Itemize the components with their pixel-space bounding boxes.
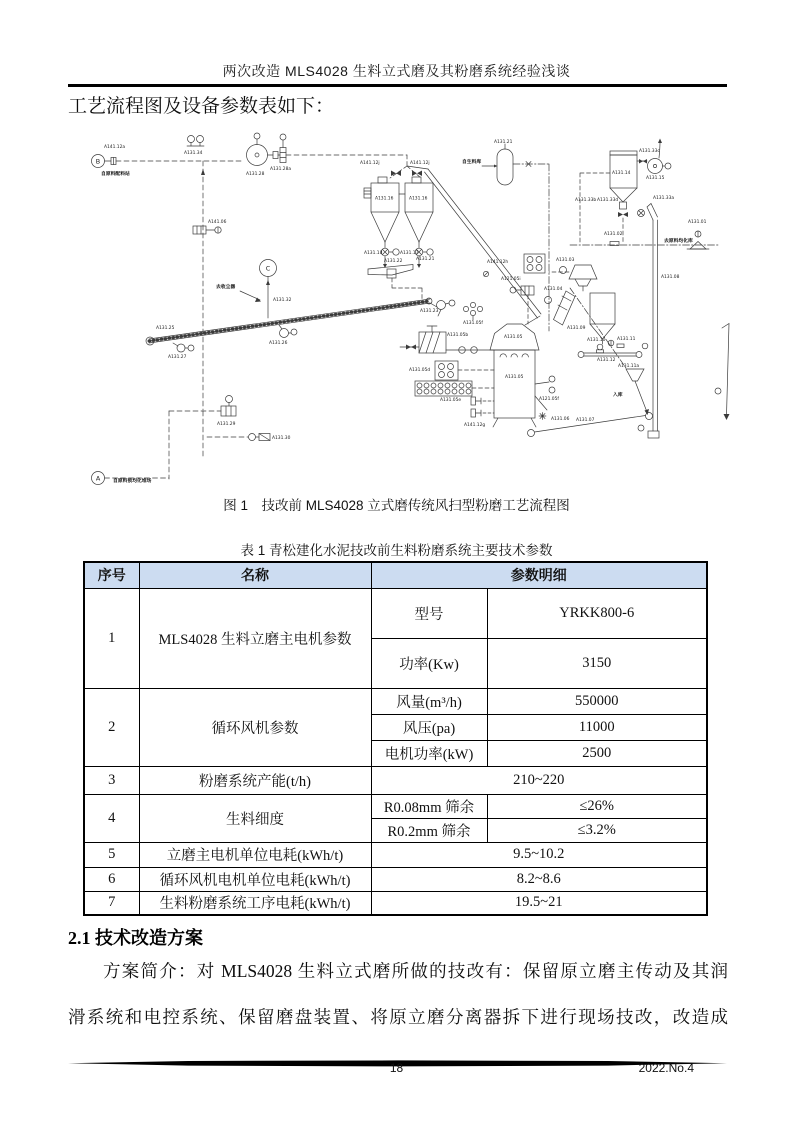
table-cell: 立磨主电机单位电耗(kWh/t) (139, 842, 371, 867)
table-cell: 粉磨系统产能(t/h) (139, 766, 371, 794)
figure-caption: 图 1 技改前 MLS4028 立式磨传统风扫型粉磨工艺流程图 (223, 498, 570, 513)
equipment-label: A131.05b (447, 333, 469, 338)
table-cell: ≤3.2% (487, 818, 707, 842)
equipment-label: A141.12g (464, 423, 486, 428)
table-cell: 11000 (487, 714, 707, 740)
table-cell: 1 (84, 588, 139, 688)
equipment-label: A131.33c (639, 149, 660, 154)
equipment-label: A131.22 (384, 259, 403, 264)
equipment-label: A131.02 (604, 232, 623, 237)
footer-rule (68, 1054, 727, 1061)
equipment-label: A131.05 (504, 335, 523, 340)
equipment-label: A131.14 (612, 171, 631, 176)
column-header-detail: 参数明细 (371, 562, 707, 588)
table-cell: 循环风机参数 (139, 688, 371, 766)
equipment-label: A131.32 (273, 298, 292, 303)
parameters-table (83, 561, 708, 916)
equipment-label: A141.06 (208, 220, 227, 225)
header-rule (68, 84, 727, 87)
table-cell: 生料细度 (139, 794, 371, 842)
table-cell: 电机功率(kW) (371, 740, 487, 766)
equipment-label: A141.12j (360, 161, 380, 166)
equipment-label: A131.33b (575, 198, 597, 203)
body-paragraph-line: 方案简介：对 MLS4028 生料立式磨所做的技改有：保留原立磨主传动及其润 (103, 961, 728, 981)
equipment-label: A121.05f (539, 397, 559, 402)
equipment-label: A131.15 (646, 176, 665, 181)
equipment-label: A131.16 (409, 196, 428, 202)
equipment-label: A131.34 (184, 151, 203, 156)
header-title: 两次改造 MLS4028 生料立式磨及其粉磨系统经验浅谈 (222, 63, 571, 79)
issue-label: 2022.No.4 (638, 1061, 694, 1075)
stream-annotation: 去收尘器 (216, 285, 236, 290)
equipment-label: A131.28a (270, 167, 292, 172)
body-paragraph-line: 滑系统和电控系统、保留磨盘装置、将原立磨分离器拆下进行现场技改，改造成 (68, 1007, 728, 1027)
equipment-label: A131.25 (156, 326, 175, 331)
table-cell: 6 (84, 867, 139, 891)
table-cell: 7 (84, 891, 139, 915)
equipment-label: A131.30 (272, 436, 291, 441)
stream-annotation: 去原料均化库 (664, 239, 693, 244)
page-number: 18 (389, 1061, 404, 1075)
stream-annotation: 自原料配料站 (101, 172, 130, 177)
table-cell: 风量(m³/h) (371, 688, 487, 714)
stream-annotation: 自原料预均化堆场 (113, 479, 152, 484)
equipment-label: A131.27 (168, 355, 187, 360)
equipment-label: A121.05i (501, 277, 521, 282)
table-cell: 210~220 (371, 766, 707, 794)
stream-node-label: B (95, 157, 101, 166)
equipment-label: A131.10 (587, 338, 606, 343)
diagram-linework (92, 133, 730, 485)
equipment-label: A131.04 (544, 287, 563, 292)
table-cell: R0.2mm 筛余 (371, 818, 487, 842)
column-header-no: 序号 (84, 562, 139, 588)
equipment-label: A131.28 (246, 172, 265, 177)
equipment-label: A131.09 (567, 326, 586, 331)
intro-text: 工艺流程图及设备参数表如下： (68, 96, 335, 117)
equipment-label: A131.26 (269, 341, 288, 346)
table-cell: 3 (84, 766, 139, 794)
table-cell: 9.5~10.2 (371, 842, 707, 867)
stream-node-label: C (265, 264, 271, 273)
table-cell: 2 (84, 688, 139, 766)
table-cell: 2500 (487, 740, 707, 766)
equipment-label: A131.16 (375, 196, 394, 202)
equipment-label: A131.11 (617, 337, 636, 342)
process-flow-diagram (70, 128, 730, 490)
table-cell: 8.2~8.6 (371, 867, 707, 891)
equipment-label: A131.05 (505, 375, 524, 380)
table-cell: 550000 (487, 688, 707, 714)
equipment-label: A131.17 (400, 251, 419, 256)
table-cell: 功率(Kw) (371, 638, 487, 688)
table-title: 表 1 青松建化水泥技改前生料粉磨系统主要技术参数 (240, 543, 553, 558)
table-cell: 5 (84, 842, 139, 867)
table-cell: 循环风机电机单位电耗(kWh/t) (139, 867, 371, 891)
table-cell: R0.08mm 筛余 (371, 794, 487, 818)
table-cell: YRKK800-6 (487, 588, 707, 638)
equipment-label: A131.01 (688, 220, 707, 225)
process-flow-figure (70, 128, 730, 490)
stream-node-label: A (95, 474, 101, 483)
section-heading: 2.1 技术改造方案 (68, 928, 203, 948)
equipment-label: A131.05d (409, 368, 431, 373)
equipment-label: A131.18 (364, 251, 383, 256)
equipment-label: A131.07 (576, 418, 595, 423)
table-cell: MLS4028 生料立磨主电机参数 (139, 588, 371, 688)
table-cell: 生料粉磨系统工序电耗(kWh/t) (139, 891, 371, 915)
stream-annotation: 入库 (613, 393, 623, 398)
table-cell: 风压(pa) (371, 714, 487, 740)
equipment-label: A131.05f (463, 321, 483, 326)
equipment-label: A131.05e (440, 398, 462, 403)
column-header-name: 名称 (139, 562, 371, 588)
equipment-label: A141.12j (410, 161, 430, 166)
equipment-label: A131.03 (556, 258, 575, 263)
equipment-label: A131.33d (597, 198, 619, 203)
equipment-label: A131.11a (618, 364, 640, 369)
table-cell: 型号 (371, 588, 487, 638)
equipment-label: A131.29 (217, 422, 236, 427)
table-cell: 4 (84, 794, 139, 842)
equipment-label: A131.06 (551, 417, 570, 422)
equipment-label: A131.08 (661, 275, 680, 280)
table-cell: ≤26% (487, 794, 707, 818)
equipment-label: A131.21 (416, 257, 435, 262)
equipment-label: A131.21 (494, 140, 513, 145)
equipment-label: A131.23 (420, 309, 439, 314)
stream-annotation: 自生料库 (462, 160, 482, 165)
table-cell: 19.5~21 (371, 891, 707, 915)
table-cell: 3150 (487, 638, 707, 688)
equipment-label: A131.33a (653, 196, 675, 201)
equipment-label: A131.12 (597, 358, 616, 363)
equipment-label: A141.12a (104, 145, 126, 150)
equipment-label: A141.12h (487, 260, 509, 265)
